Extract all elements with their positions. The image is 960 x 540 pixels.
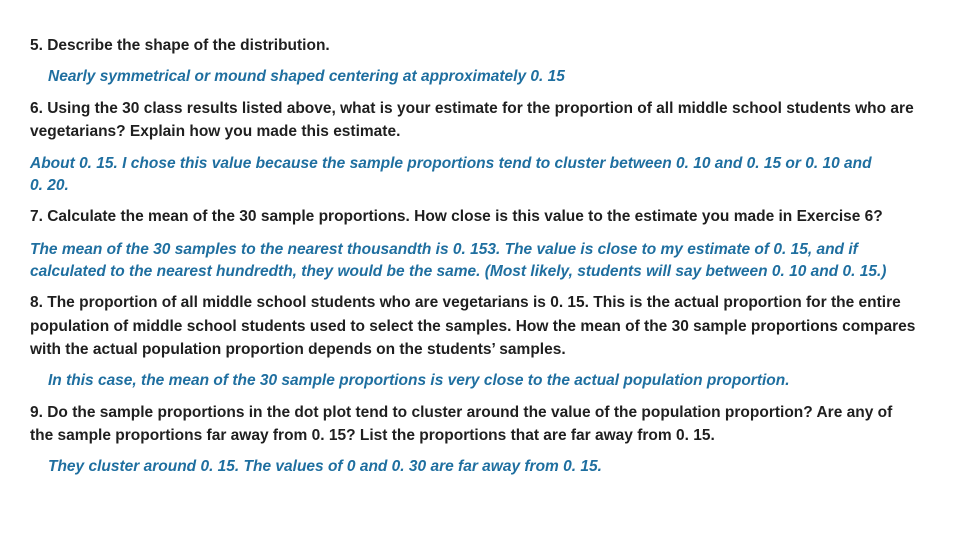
q5-question-line-1: 5. Describe the shape of the distribution. (30, 37, 330, 54)
q5-answer-line-1: Nearly symmetrical or mound shaped centering at approximately 0. 15 (48, 68, 565, 85)
q7-question-line-1: 7. Calculate the mean of the 30 sample proportions. How close is this value to the estimate you made in Exercise 6? (30, 208, 883, 225)
q6-answer-line-1: About 0. 15. I chose this value because the sample proportions tend to cluster between 0. 10 and 0. 15 or 0. 10 and (30, 155, 872, 172)
q9-answer-line-1: They cluster around 0. 15. The values of 0 and 0. 30 are far away from 0. 15. (48, 458, 602, 475)
q8-question-line-2: population of middle school students used to select the samples. How the mean of the 30 sample proportions compares (30, 318, 916, 335)
q7-answer-line-2: calculated to the nearest hundredth, they would be the same. (Most likely, students will say between 0. 10 and 0. 15.) (30, 263, 887, 280)
q9-question-line-1: 9. Do the sample proportions in the dot plot tend to cluster around the value of the population proportion? Are any of (30, 404, 893, 421)
q8-answer-line-1: In this case, the mean of the 30 sample proportions is very close to the actual population proportion. (48, 372, 790, 389)
q6-question-line-1: 6. Using the 30 class results listed above, what is your estimate for the proportion of all middle school students who are (30, 100, 914, 117)
q9-question-line-2: the sample proportions far away from 0. 15? List the proportions that are far away from 0. 15. (30, 427, 715, 444)
q6-answer-line-2: 0. 20. (30, 177, 69, 194)
q6-question-line-2: vegetarians? Explain how you made this estimate. (30, 123, 401, 140)
q8-question-line-1: 8. The proportion of all middle school students who are vegetarians is 0. 15. This is the actual proportion for the entire (30, 294, 901, 311)
q7-answer-line-1: The mean of the 30 samples to the nearest thousandth is 0. 153. The value is close to my estimate of 0. 15, and if (30, 241, 858, 258)
q8-question-line-3: with the actual population proportion depends on the students’ samples. (30, 341, 566, 358)
